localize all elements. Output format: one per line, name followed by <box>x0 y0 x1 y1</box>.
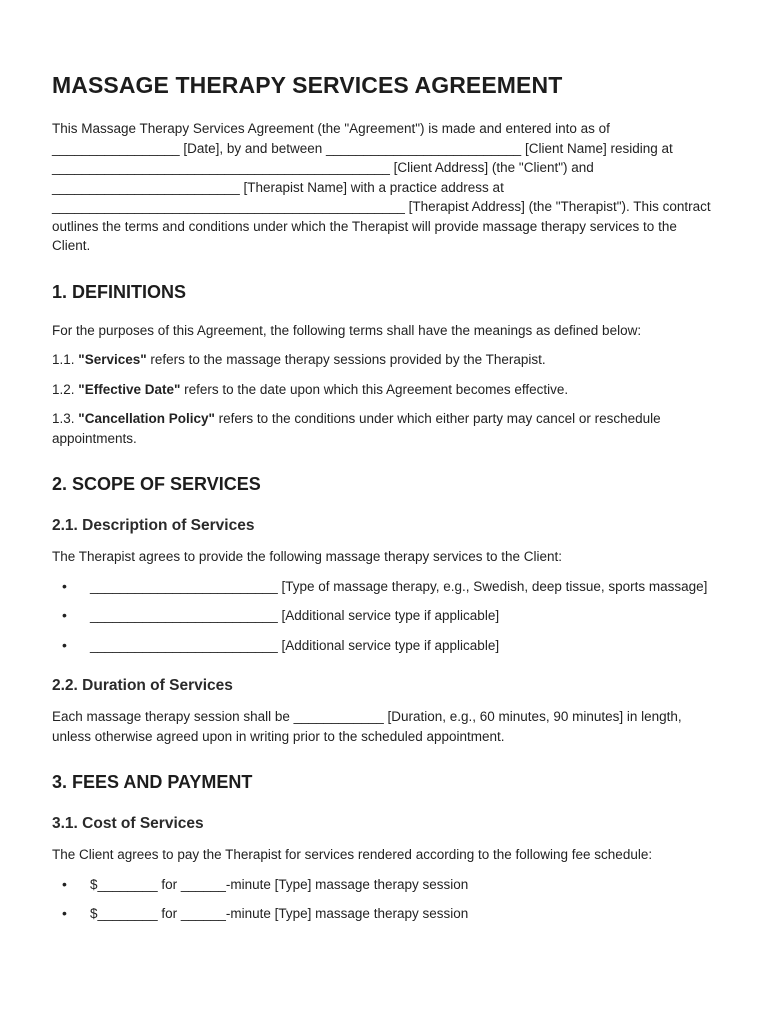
bullet-icon: • <box>62 636 67 653</box>
section-3-heading: 3. FEES AND PAYMENT <box>52 772 253 792</box>
list-item-text: $________ for ______-minute [Type] massage therapy session <box>90 906 469 921</box>
duration-paragraph: Each massage therapy session shall be ____________ [Duration, e.g., 60 minutes, 90 minutes] in length, unless otherwise agreed upon in writing prior to the scheduled appointment. <box>52 709 682 744</box>
def-text: refers to the date upon which this Agreement becomes effective. <box>180 381 569 397</box>
definition-1-3 <box>52 409 718 448</box>
services-intro: The Therapist agrees to provide the following massage therapy services to the Client: <box>52 549 563 564</box>
list-item <box>62 577 718 597</box>
def-number: 1.3. <box>52 411 75 426</box>
bullet-icon: • <box>62 607 67 623</box>
services-list <box>52 577 718 656</box>
list-item-text: _________________________ [Additional service type if applicable] <box>90 608 500 623</box>
def-term: "Services" <box>78 352 147 367</box>
def-text: refers to the massage therapy sessions provided by the Therapist. <box>146 352 546 367</box>
subsection-3-1-heading: 3.1. Cost of Services <box>52 815 204 832</box>
document-title: MASSAGE THERAPY SERVICES AGREEMENT <box>52 72 563 98</box>
definition-1-2 <box>52 380 718 400</box>
intro-paragraph: This Massage Therapy Services Agreement (the "Agreement") is made and entered into as of _________________ [Date], by and between __________________________ [Client Name] residing at _____________________________________________ [Client Address] (the "Client") and _________________________ [Therapist Name] with a practice address at _______________________________________________ [Therapist Address] (the "Therapist"). This contract outlines the terms and conditions under which the Therapist will provide massage therapy services to the Client. <box>52 121 711 253</box>
list-item <box>62 875 718 895</box>
bullet-icon: • <box>62 875 67 892</box>
fees-list <box>52 875 718 924</box>
list-item <box>62 636 718 656</box>
definition-1-1 <box>52 350 718 370</box>
bullet-icon: • <box>62 905 67 921</box>
bullet-icon: • <box>62 577 67 594</box>
def-term: "Effective Date" <box>78 381 181 397</box>
section-2-heading: 2. SCOPE OF SERVICES <box>52 474 261 494</box>
list-item-text: _________________________ [Type of massage therapy, e.g., Swedish, deep tissue, sports massage] <box>90 578 708 594</box>
list-item <box>62 904 718 924</box>
subsection-2-1-heading: 2.1. Description of Services <box>52 517 255 534</box>
def-term: "Cancellation Policy" <box>78 411 215 426</box>
def-text: refers to the conditions under which either party may cancel or reschedule appointments. <box>52 411 661 446</box>
list-item-text: _________________________ [Additional service type if applicable] <box>90 637 500 653</box>
list-item-text: $________ for ______-minute [Type] massage therapy session <box>90 876 469 892</box>
def-number: 1.1. <box>52 352 75 367</box>
subsection-2-2-heading: 2.2. Duration of Services <box>52 677 233 694</box>
definitions-intro: For the purposes of this Agreement, the following terms shall have the meanings as defined below: <box>52 322 642 338</box>
def-number: 1.2. <box>52 381 75 397</box>
list-item <box>62 606 718 626</box>
section-1-heading: 1. DEFINITIONS <box>52 281 187 302</box>
fees-intro: The Client agrees to pay the Therapist for services rendered according to the following fee schedule: <box>52 847 653 862</box>
